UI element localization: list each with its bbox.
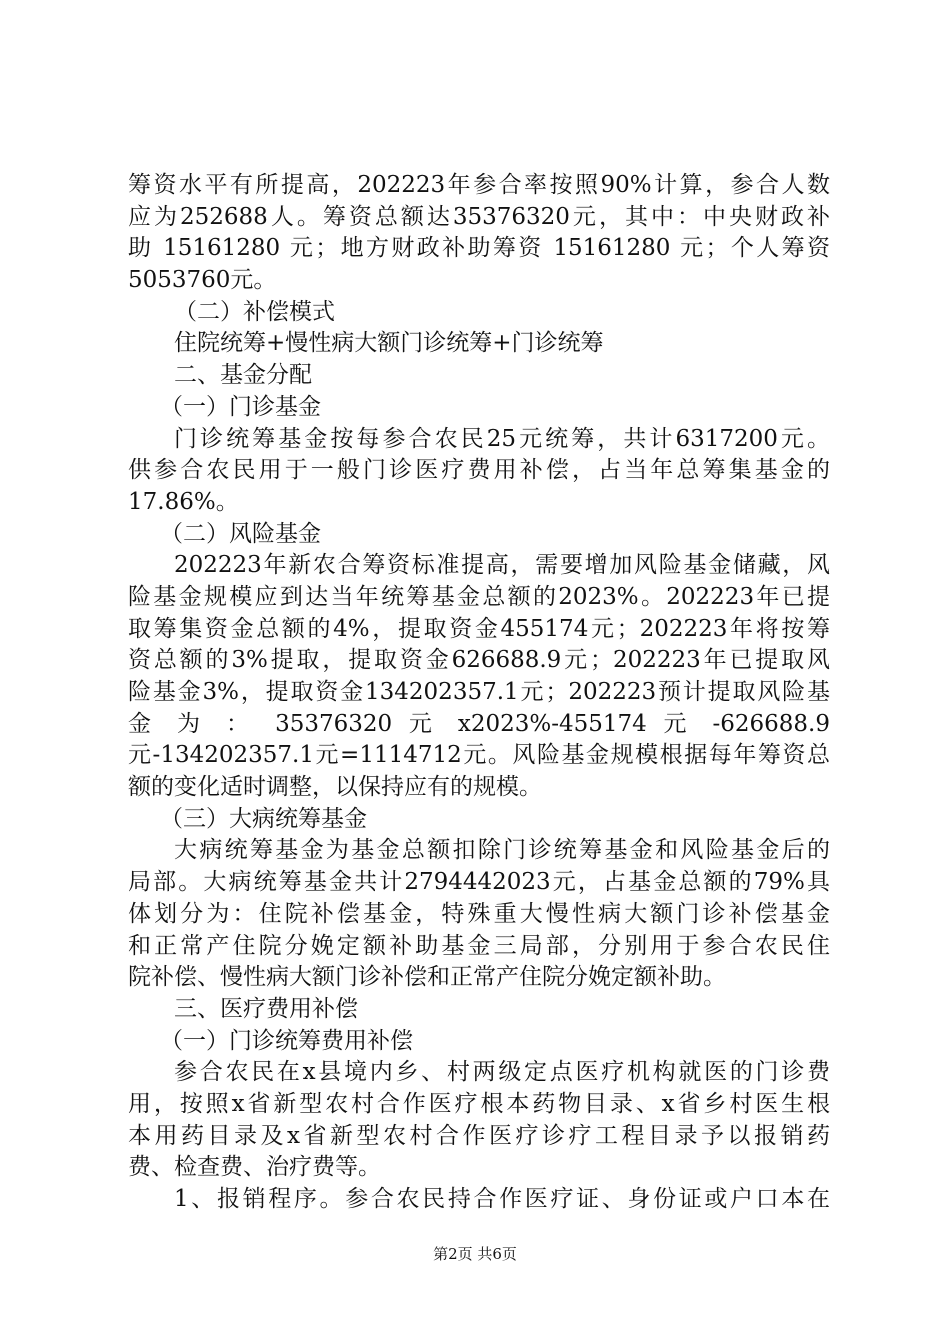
text-line: 险基金规模应到达当年统筹基金总额的2023%。202223年已提 (128, 583, 830, 610)
text-line: 应为252688人。筹资总额达35376320元，其中：中央财政补 (128, 203, 830, 230)
section-heading: （一）门诊统筹费用补偿 (160, 1027, 413, 1054)
text-line: 助 15161280 元；地方财政补助筹资 15161280 元；个人筹资 (128, 235, 830, 262)
text-line: 取筹集资金总额的4%，提取资金455174元；202223年将按筹 (128, 615, 830, 642)
section-heading: 三、医疗费用补偿 (174, 995, 358, 1022)
text-line: 体划分为：住院补偿基金，特殊重大慢性病大额门诊补偿基金 (128, 900, 830, 927)
text-line: 和正常产住院分娩定额补助基金三局部，分别用于参合农民住 (128, 932, 830, 959)
text-line: 参合农民在x县境内乡、村两级定点医疗机构就医的门诊费 (174, 1059, 830, 1086)
text-line: 局部。大病统筹基金共计2794442023元，占基金总额的79%具 (128, 869, 830, 896)
section-heading: （一）门诊基金 (160, 393, 321, 420)
text-line: 1、报销程序。参合农民持合作医疗证、身份证或户口本在 (174, 1186, 830, 1212)
text-line: 大病统筹基金为基金总额扣除门诊统筹基金和风险基金后的 (174, 837, 830, 864)
text-line: 本用药目录及x省新型农村合作医疗诊疗工程目录予以报销药 (128, 1122, 830, 1149)
text-line: 险基金3%，提取资金134202357.1元；202223预计提取风险基 (128, 679, 830, 705)
text-line: 费、检查费、治疗费等。 (128, 1154, 381, 1181)
section-heading: （三）大病统筹基金 (160, 805, 367, 832)
text-line: 5053760元。 (128, 267, 277, 294)
text-line: 金 为 ： 35376320 元 x2023%-455174 元 -626688.9 (128, 710, 830, 737)
text-line: 院补偿、慢性病大额门诊补偿和正常产住院分娩定额补助。 (128, 964, 726, 991)
text-line: 额的变化适时调整，以保持应有的规模。 (128, 774, 542, 801)
text-line: 门诊统筹基金按每参合农民25元统筹，共计6317200元。 (174, 425, 830, 452)
document-body (128, 170, 830, 1216)
section-heading: （二）风险基金 (160, 520, 321, 547)
text-line: 筹资水平有所提高，202223年参合率按照90%计算，参合人数 (128, 172, 830, 198)
text-line: 17.86%。 (128, 488, 239, 515)
text-line: 供参合农民用于一般门诊医疗费用补偿，占当年总筹集基金的 (128, 457, 830, 484)
text-line: 元-134202357.1元=1114712元。风险基金规模根据每年筹资总 (128, 742, 830, 769)
text-line: 用，按照x省新型农村合作医疗根本药物目录、x省乡村医生根 (128, 1090, 830, 1117)
section-heading: 二、基金分配 (174, 362, 312, 389)
text-line: 202223年新农合筹资标准提高，需要增加风险基金储藏，风 (174, 552, 830, 579)
page-number-footer: 第2页 共6页 (433, 1245, 517, 1263)
text-line: 住院统筹+慢性病大额门诊统筹+门诊统筹 (174, 330, 604, 357)
text-line: 资总额的3%提取，提取资金626688.9元；202223年已提取风 (128, 647, 830, 674)
section-heading: （二）补偿模式 (174, 298, 335, 325)
